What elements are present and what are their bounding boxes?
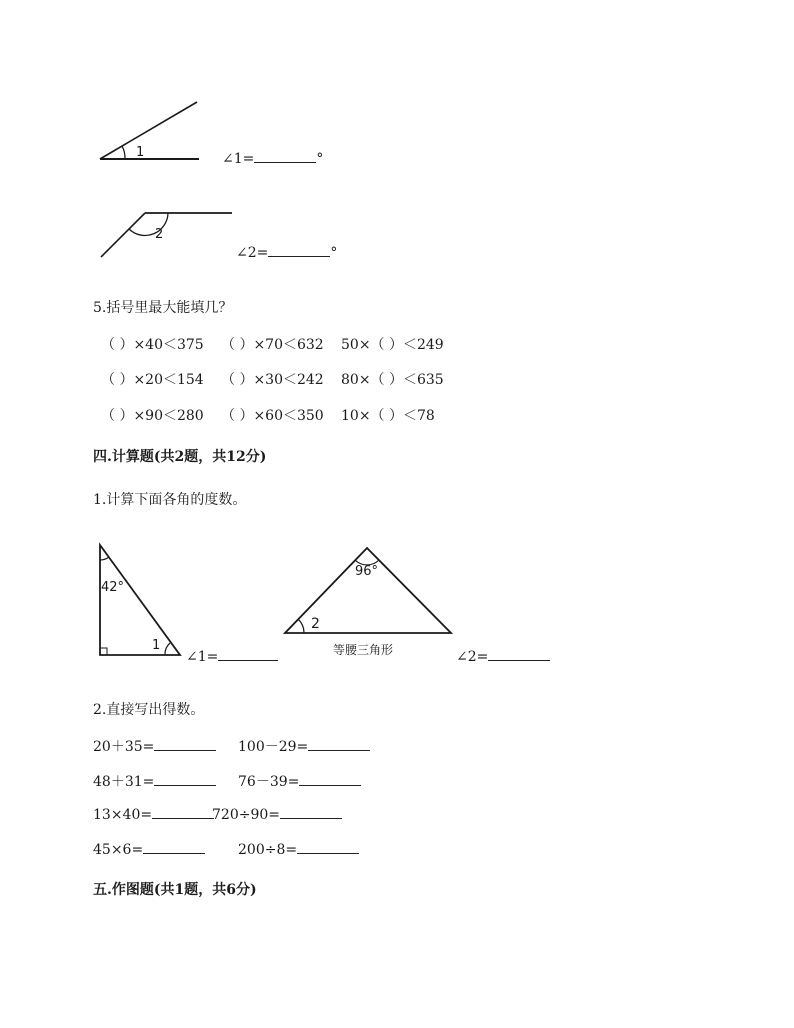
calc-answer-blank[interactable] bbox=[154, 773, 216, 786]
calc-expression: 45×6= bbox=[93, 842, 144, 858]
tri2-answer bbox=[456, 648, 550, 665]
tri2-answer-blank[interactable] bbox=[488, 648, 550, 661]
q5-title: 5.括号里最大能填几？ bbox=[93, 300, 233, 316]
tri2-answer-label: ∠2= bbox=[456, 649, 489, 665]
angle-2-degree-suffix: ° bbox=[330, 245, 338, 261]
angle-1-answer-blank[interactable] bbox=[254, 150, 316, 163]
angle-1-figure bbox=[95, 95, 215, 165]
tri1-given-angle: 42° bbox=[101, 580, 125, 595]
angle-1-answer-label: ∠1= bbox=[222, 151, 255, 167]
q5-row-2-col-3: 80×（ ）＜635 bbox=[341, 372, 444, 388]
calc-row-2-right bbox=[238, 771, 361, 791]
calc-expression: 76－39= bbox=[238, 774, 300, 790]
q5-row-3-col-1: （ ）×90＜280 bbox=[101, 408, 204, 424]
tri2-angle-label: 2 bbox=[311, 616, 320, 632]
calc-answer-blank[interactable] bbox=[152, 806, 214, 819]
tri2-caption: 等腰三角形 bbox=[333, 643, 394, 657]
tri1-answer-blank[interactable] bbox=[218, 648, 278, 661]
calc-expression: 100－29= bbox=[238, 739, 309, 755]
calc-answer-blank[interactable] bbox=[299, 773, 361, 786]
right-triangle-figure bbox=[95, 540, 187, 662]
calc-row-2-left bbox=[93, 771, 216, 791]
calc-answer-blank[interactable] bbox=[297, 841, 359, 854]
q5-row-1-col-2: （ ）×70＜632 bbox=[221, 337, 324, 353]
tri1-answer-label: ∠1= bbox=[186, 649, 219, 665]
calc-answer-blank[interactable] bbox=[280, 806, 342, 819]
q5-row-1-col-3: 50×（ ）＜249 bbox=[341, 337, 444, 353]
q5-row-2-col-1: （ ）×20＜154 bbox=[101, 372, 204, 388]
angle-2-answer-label: ∠2= bbox=[236, 245, 269, 261]
calc-row-3-left bbox=[93, 806, 214, 823]
q4-2-title: 2.直接写出得数。 bbox=[93, 702, 205, 718]
tri1-angle-label: 1 bbox=[152, 638, 161, 653]
calc-expression: 48＋31= bbox=[93, 774, 155, 790]
angle-2-figure bbox=[95, 200, 240, 265]
calc-row-4-left bbox=[93, 841, 205, 858]
angle-2-answer bbox=[236, 244, 337, 261]
q5-row-3-col-3: 10×（ ）＜78 bbox=[341, 408, 435, 424]
calc-expression: 200÷8= bbox=[238, 842, 298, 858]
calc-row-1-left bbox=[93, 736, 216, 756]
angle-2-answer-blank[interactable] bbox=[268, 244, 330, 257]
calc-expression: 13×40= bbox=[93, 807, 153, 823]
q4-1-title: 1.计算下面各角的度数。 bbox=[93, 492, 247, 508]
calc-row-3-right bbox=[212, 806, 342, 823]
q5-row-3-col-2: （ ）×60＜350 bbox=[221, 408, 324, 424]
isosceles-triangle-figure bbox=[280, 543, 456, 638]
angle-2-arc-label: 2 bbox=[155, 227, 164, 242]
section-5-heading: 五.作图题(共1题，共6分) bbox=[93, 882, 257, 898]
q5-row-1-col-1: （ ）×40＜375 bbox=[101, 337, 204, 353]
tri2-given-angle: 96° bbox=[355, 564, 379, 579]
angle-1-degree-suffix: ° bbox=[316, 151, 324, 167]
calc-row-4-right bbox=[238, 841, 359, 858]
calc-row-1-right bbox=[238, 736, 370, 756]
calc-answer-blank[interactable] bbox=[154, 738, 216, 751]
calc-answer-blank[interactable] bbox=[143, 841, 205, 854]
angle-1-answer bbox=[222, 150, 323, 167]
q5-row-2-col-2: （ ）×30＜242 bbox=[221, 372, 324, 388]
calc-expression: 20＋35= bbox=[93, 739, 155, 755]
section-4-heading: 四.计算题(共2题，共12分) bbox=[93, 449, 267, 465]
angle-1-arc-label: 1 bbox=[136, 145, 145, 160]
calc-answer-blank[interactable] bbox=[308, 738, 370, 751]
tri1-answer bbox=[186, 648, 278, 665]
calc-expression: 720÷90= bbox=[212, 807, 280, 823]
